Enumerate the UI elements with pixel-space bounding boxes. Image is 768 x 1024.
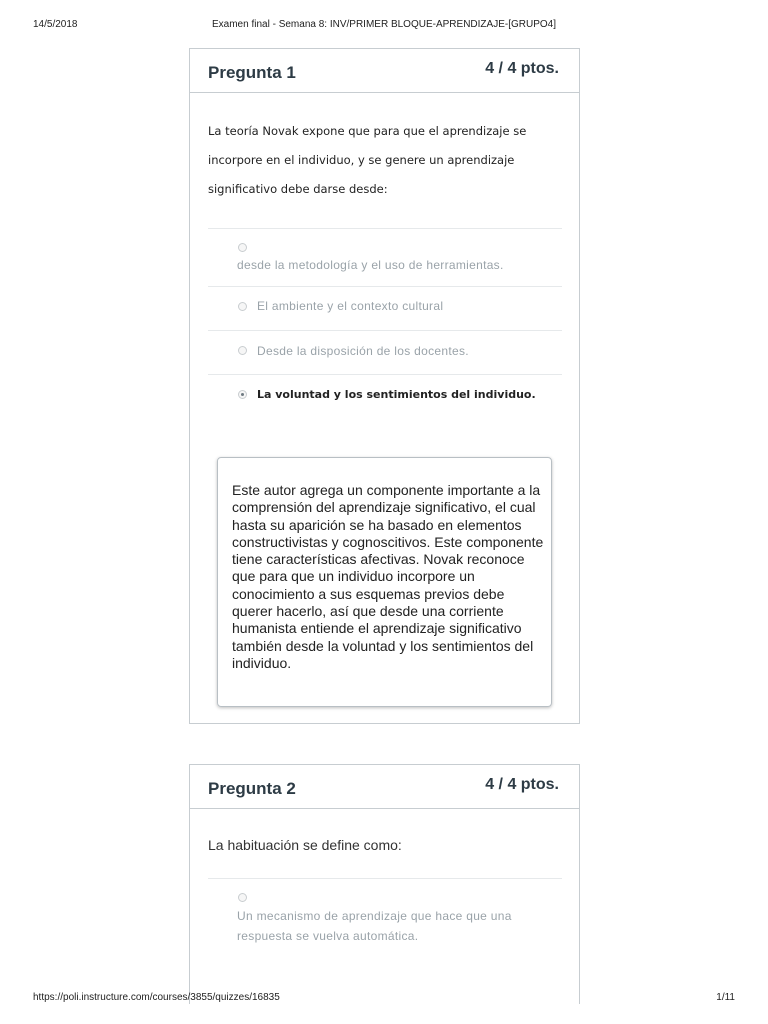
question-points: 4 / 4 ptos. [485, 60, 559, 77]
question-text-line: La teoría Novak expone que para que el aprendizaje se [208, 124, 527, 138]
question-header [190, 765, 579, 809]
answer-option[interactable] [208, 330, 562, 375]
question-title: Pregunta 2 [208, 779, 296, 798]
page-header-date: 14/5/2018 [33, 19, 78, 30]
answer-label [237, 906, 512, 946]
page-footer-page-number: 1/11 [716, 992, 735, 1003]
question-card-2 [189, 764, 580, 1004]
question-card-1 [189, 48, 580, 724]
question-text [208, 117, 538, 204]
radio-button-checked[interactable] [238, 390, 247, 399]
radio-button[interactable] [238, 893, 247, 902]
question-text-line: significativo debe darse desde: [208, 182, 388, 196]
feedback-text: Este autor agrega un componente importante a la comprensión del aprendizaje significativo, el cual hasta su aparición se ha basado en elementos constructivistas y cognoscitivos. Este componente tiene características afectivas. Novak reconoce que para que un individuo incorpore un conocimiento a sus esquemas previos debe querer hacerlo, así que desde una corriente humanista entiende el aprendizaje significativo también desde la voluntad y los sentimientos del individuo. [232, 482, 544, 671]
answer-label: desde la metodología y el uso de herramientas. [237, 258, 504, 272]
question-title: Pregunta 1 [208, 63, 296, 82]
answer-label: La voluntad y los sentimientos del individuo. [257, 388, 536, 401]
page-header-title: Examen final - Semana 8: INV/PRIMER BLOQUE-APRENDIZAJE-[GRUPO4] [212, 19, 556, 30]
page-footer-url: https://poli.instructure.com/courses/3855/quizzes/16835 [33, 992, 280, 1003]
radio-button[interactable] [238, 243, 247, 252]
answer-label-line: Un mecanismo de aprendizaje que hace que una [237, 909, 512, 923]
question-text: La habituación se define como: [208, 837, 402, 853]
question-points: 4 / 4 ptos. [485, 776, 559, 793]
answer-option[interactable] [208, 228, 562, 287]
answer-option-selected[interactable] [208, 374, 562, 419]
radio-button[interactable] [238, 302, 247, 311]
answer-option[interactable] [208, 286, 562, 331]
answer-label: El ambiente y el contexto cultural [257, 299, 444, 313]
answer-label-line: respuesta se vuelva automática. [237, 929, 419, 943]
radio-button[interactable] [238, 346, 247, 355]
question-header [190, 49, 579, 93]
answer-label: Desde la disposición de los docentes. [257, 344, 469, 358]
answer-option[interactable] [208, 878, 562, 959]
question-text-line: incorpore en el individuo, y se genere un aprendizaje [208, 153, 515, 167]
answer-feedback-box [217, 457, 552, 707]
